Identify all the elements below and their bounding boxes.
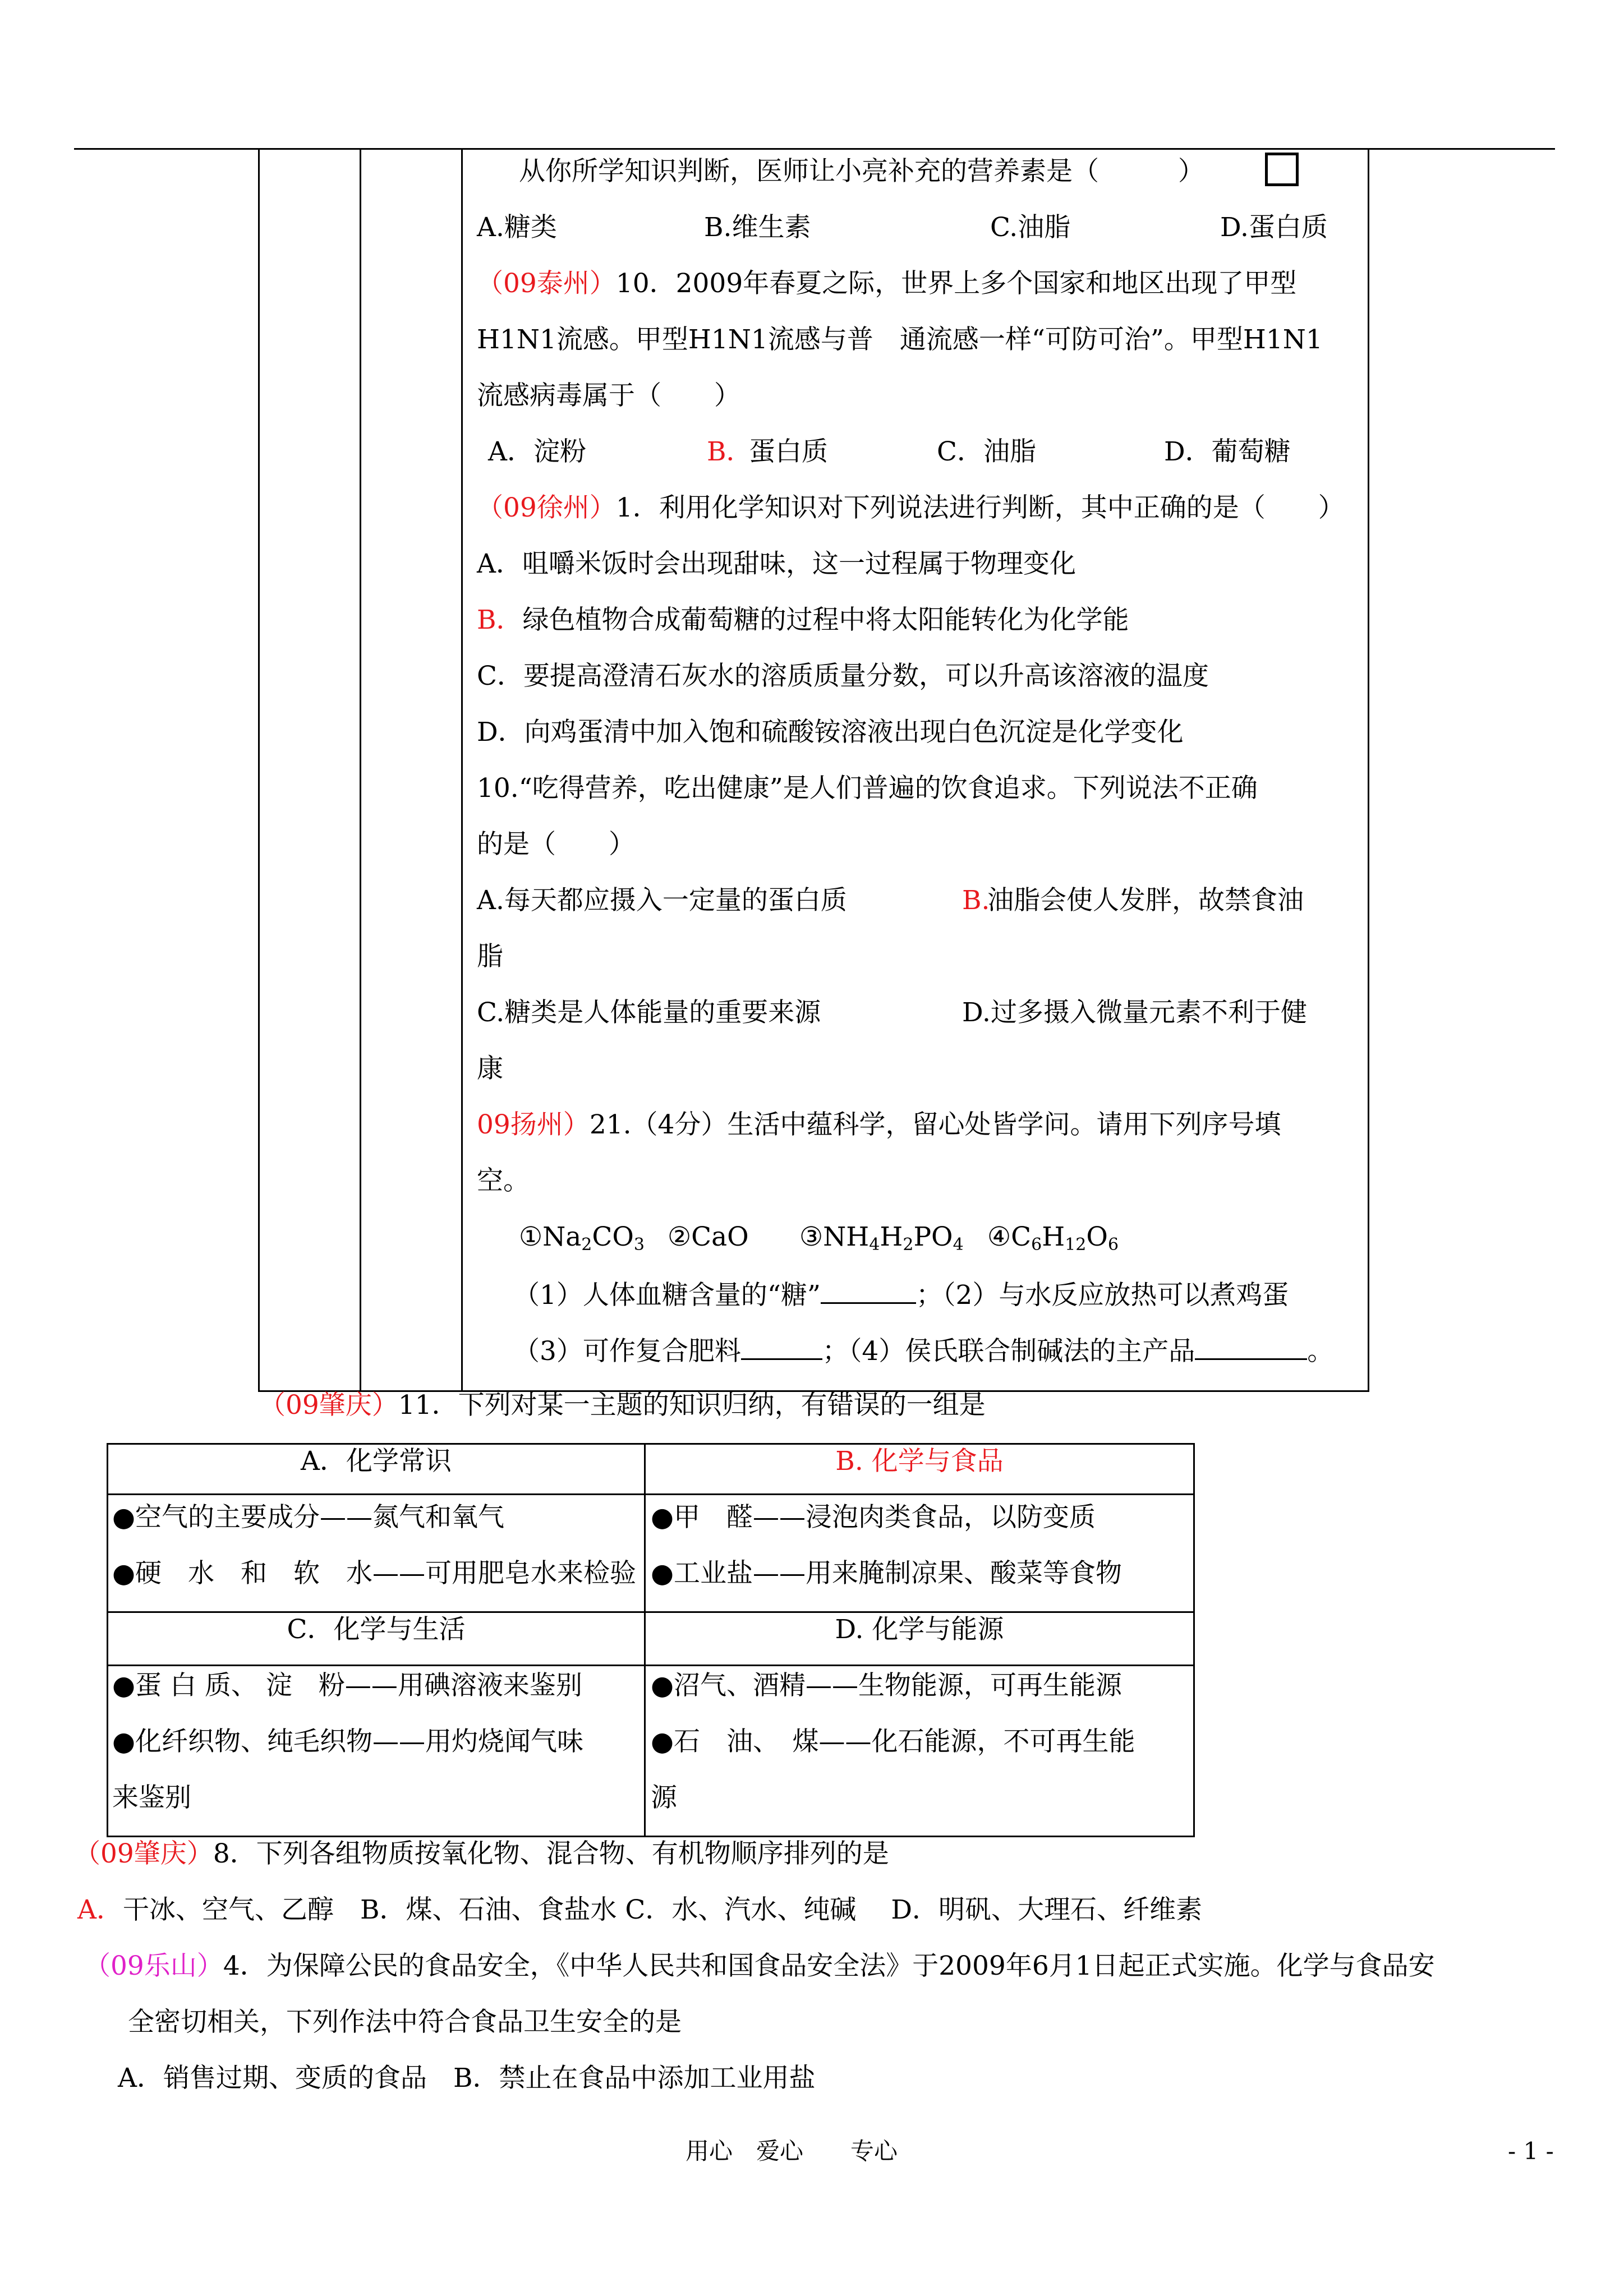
q5-stem: 09扬州）21.（4分）生活中蕴科学，留心处皆学问。请用下列序号填 <box>477 1109 1281 1140</box>
cell-c-header: C．化学与生活 <box>287 1614 466 1645</box>
cell-d-line-1: ●沼气、酒精——生物能源，可再生能源 <box>651 1670 1122 1701</box>
q1-option-b: B.维生素 <box>704 212 811 243</box>
cell-c-line-3: 来鉴别 <box>112 1782 191 1813</box>
q2-line-2: H1N1流感。甲型H1N1流感与普 通流感一样“可防可治”。甲型H1N1 <box>477 324 1323 355</box>
q3-option-b: B．绿色植物合成葡萄糖的过程中将太阳能转化为化学能 <box>477 605 1129 635</box>
q1-option-d: D.蛋白质 <box>1220 212 1328 243</box>
q4-options-ab-wrap: 脂 <box>477 941 503 972</box>
q1-option-a: A.糖类 <box>477 212 557 243</box>
cell-a-header: A．化学常识 <box>301 1446 452 1477</box>
cell-d-header: D. 化学与能源 <box>835 1614 1004 1645</box>
cell-b-line-2: ●工业盐——用来腌制凉果、酸菜等食物 <box>651 1558 1122 1589</box>
q4-stem-2: 的是（ ） <box>477 829 635 860</box>
cell-d-line-3: 源 <box>651 1782 677 1813</box>
formula-cao: ②CaO <box>668 1221 749 1252</box>
q2-line-3: 流感病毒属于（ ） <box>477 380 740 411</box>
cell-c-line-2: ●化纤织物、纯毛织物——用灼烧闻气味 <box>112 1726 584 1757</box>
blank-4 <box>1195 1336 1307 1360</box>
cell-d-line-2: ●石 油、 煤——化石能源，不可再生能 <box>651 1726 1135 1757</box>
upper-cell-content: 从你所学知识判断，医师让小亮补充的营养素是（ ） A.糖类 B.维生素 C.油脂 D.蛋白质 （09泰州）10．2009年春夏之际，世界上多个国家和地区出现了甲型 H1N1流感。甲型H1N1流感与普 通流感一样“可防可治”。甲型H1N1 流感病毒属于（ ） A．淀粉 B． 蛋白质 C．油脂 D．葡萄糖 （09徐州）1．利用化学知识对下列说法进行判断，其中正确的是（ ） A．咀嚼米饭时会出现甜味，这一过程属于物理变化 B．绿色植物合成葡萄糖的过程中将太阳能转化为化学能 C．要提高澄清石灰水的溶质质量分数，可以升高该溶液的温度 D．向鸡蛋清中加入饱和硫酸铵溶液出现白色沉淀是化学变化 10.“吃得营养，吃出健康”是人们普遍的饮食追求。下列说法不正确 的是（ ） A.每天都应摄入一定量的蛋白质 B. 油脂会使人发胖，故禁食油 脂 C.糖类是人体能量的重要来源 D.过多摄入微量元素不利于健 康 09扬州）21.（4分）生活中蕴科学，留心处皆学问。请用下列序号填 空。 $①Na_2CO_3$ ②CaO $③NH_4H_2PO_4$ $④C_6H_{12}O_6$ （1）人体血糖含量的“糖” ；（2）与水反应放热可以煮鸡蛋 （3）可作复合肥料 ；（4）侯氏联合制碱法的主产品 。 <box>477 156 1345 1367</box>
blank-1 <box>821 1280 916 1304</box>
cell-b-header: B. 化学与食品 <box>835 1446 1004 1477</box>
page-number: - 1 - <box>1508 2137 1554 2165</box>
q2-option-b: 蛋白质 <box>749 436 828 467</box>
q2-line-1: （09泰州）10．2009年春夏之际，世界上多个国家和地区出现了甲型 <box>477 268 1297 299</box>
q3-stem: （09徐州）1．利用化学知识对下列说法进行判断，其中正确的是（ ） <box>477 492 1345 523</box>
q11-stem: （09肇庆）11．下列对某一主题的知识归纳，有错误的一组是 <box>259 1390 986 1421</box>
cell-b-line-1: ●甲 醛——浸泡肉类食品，以防变质 <box>651 1502 1096 1533</box>
footer-motto: 用心 爱心 专心 <box>686 2137 898 2165</box>
cell-c-line-1: ●蛋 白 质、 淀 粉——用碘溶液来鉴别 <box>112 1670 582 1701</box>
q4-options-cd-wrap: 康 <box>477 1053 503 1084</box>
q11-source: （09肇庆） <box>259 1390 398 1421</box>
q3-option-a: A．咀嚼米饭时会出现甜味，这一过程属于物理变化 <box>477 548 1076 579</box>
q2-source: （09泰州） <box>477 268 616 299</box>
q3-option-d: D．向鸡蛋清中加入饱和硫酸铵溶液出现白色沉淀是化学变化 <box>477 717 1184 748</box>
q8-source: （09肇庆） <box>74 1838 213 1869</box>
cell-a-line-1: ●空气的主要成分——氮气和氧气 <box>112 1502 505 1533</box>
formula-na2co3: $①Na_2CO_3$ <box>519 1221 645 1255</box>
q3-source: （09徐州） <box>477 492 616 523</box>
q5-source: 09扬州） <box>477 1109 590 1140</box>
q8-stem: （09肇庆）8．下列各组物质按氧化物、混合物、有机物顺序排列的是 <box>74 1838 889 1869</box>
q-leshan-stem-wrap: 全密切相关，下列作法中符合食品卫生安全的是 <box>128 2007 682 2037</box>
q-leshan-source: （09乐山） <box>84 1951 223 1981</box>
q5-blank-line-2: （3）可作复合肥料 ；（4）侯氏联合制碱法的主产品 。 <box>513 1336 1334 1367</box>
q-leshan-stem: （09乐山）4．为保障公民的食品安全，《中华人民共和国食品安全法》于2009年6月1日起正式实施。化学与食品安 <box>84 1951 1435 1981</box>
q1-stem: 从你所学知识判断，医师让小亮补充的营养素是（ ） <box>519 156 1204 187</box>
q5-blank-line-1: （1）人体血糖含量的“糖” ；（2）与水反应放热可以煮鸡蛋 <box>513 1280 1289 1311</box>
blank-3 <box>741 1336 822 1360</box>
q1-option-c: C.油脂 <box>990 212 1071 243</box>
q4-stem-1: 10.“吃得营养，吃出健康”是人们普遍的饮食追求。下列说法不正确 <box>477 773 1258 804</box>
q3-option-c: C．要提高澄清石灰水的溶质质量分数，可以升高该溶液的温度 <box>477 661 1209 691</box>
cell-a-line-2: ●硬 水 和 软 水——可用肥皂水来检验 <box>112 1558 637 1589</box>
q5-stem-wrap: 空。 <box>477 1165 530 1196</box>
q2-option-c: C．油脂 <box>937 436 1036 467</box>
q2-option-b-letter: B． <box>707 436 753 467</box>
q8-options: A．干冰、空气、乙醇 B．煤、石油、食盐水 C．水、汽水、纯碱 D．明矾、大理石、纤维素 <box>77 1894 1203 1925</box>
q2-option-a: A．淀粉 <box>488 436 586 467</box>
q-leshan-options: A．销售过期、变质的食品 B．禁止在食品中添加工业用盐 <box>118 2063 816 2094</box>
formula-nh4h2po4: $③NH_4H_2PO_4$ <box>799 1221 964 1255</box>
formula-c6h12o6: $④C_6H_{12}O_6$ <box>987 1221 1119 1255</box>
q2-option-d: D．葡萄糖 <box>1164 436 1291 467</box>
